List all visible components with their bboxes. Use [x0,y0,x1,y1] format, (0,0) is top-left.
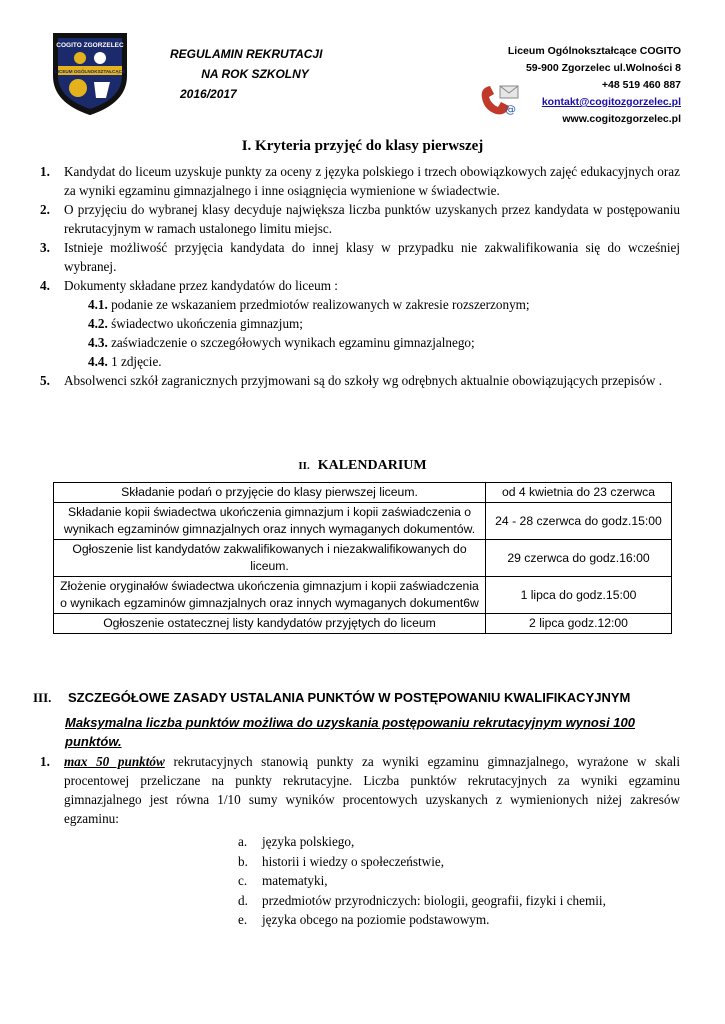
email-link[interactable]: kontakt@cogitozgorzelec.pl [541,96,681,108]
table-row: Złożenie oryginałów świadectwa ukończenia gimnazjum i kopii zaświadczenia o wynikach egzaminów gimnazjalnych oraz innych wymaganych dokument6w 1 lipca do godz.15:00 [54,577,672,614]
svg-text:COGITO ZGORZELEC: COGITO ZGORZELEC [56,42,124,49]
criteria-list [40,162,680,390]
table-row: Ogłoszenie list kandydatów zakwalifikowanych i niezakwalifikowanych do liceum. 29 czerwca do godz.16:00 [54,540,672,577]
list-item: 5. Absolwenci szkół zagranicznych przyjmowani są do szkoły wg odrębnych aktualnie obowiązujących przepisów . [40,373,663,388]
list-item: 4. Dokumenty składane przez kandydatów do liceum : 4.1. podanie ze wskazaniem przedmiotów realizowanych w zakresie rozszerzonym; 4.2. świadectwo ukończenia gimnazjum; 4.3. zaświadczenie o szczegółowych wynikach egzaminu gimnazjalnego; 4.4. 1 zdjęcie. [40,276,680,371]
website: www.cogitozgorzelec.pl [562,113,681,125]
list-item: c. matematyki, [238,873,328,888]
title-line-1: REGULAMIN REKRUTACJI [170,47,323,61]
section-3-title: III. SZCZEGÓŁOWE ZASADY USTALANIA PUNKTÓW W POSTĘPOWANIU KWALIFIKACYJNYM [33,690,631,705]
sub-item: 4.1. podanie ze wskazaniem przedmiotów realizowanych w zakresie rozszerzonym; [88,297,530,312]
list-item: 3. Istnieje możliwość przyjęcia kandydata do innej klasy w przypadku nie zakwalifikowania się do wcześniej wybranej. [40,240,680,274]
table-row: Ogłoszenie ostatecznej listy kandydatów przyjętych do liceum 2 lipca godz.12:00 [54,614,672,634]
table-row: Składanie kopii świadectwa ukończenia gimnazjum i kopii zaświadczenia o wynikach egzaminów gimnazjalnych oraz innych wymaganych dokumentów. 24 - 28 czerwca do godz.15:00 [54,503,672,540]
section-1-title: I. Kryteria przyjęć do klasy pierwszej [241,138,484,154]
svg-text:@: @ [505,103,516,116]
sub-item: 4.2. świadectwo ukończenia gimnazjum; [88,316,303,331]
sub-item: 4.4. 1 zdjęcie. [88,354,162,369]
list-item: e. języka obcego na poziomie podstawowym. [238,912,490,927]
phone-number: +48 519 460 887 [601,79,681,91]
list-item: d. przedmiotów przyrodniczych: biologii, geografii, fizyki i chemii, [238,892,606,908]
table-row: Składanie podań o przyjęcie do klasy pierwszej liceum. od 4 kwietnia do 23 czerwca [54,483,672,503]
title-line-2: NA ROK SZKOLNY [201,67,309,81]
document-title [160,44,350,104]
school-logo [50,30,130,116]
svg-text:LICEUM OGÓLNOKSZTAŁCĄCE: LICEUM OGÓLNOKSZTAŁCĄCE [54,69,126,74]
title-line-3: 2016/2017 [180,87,237,101]
max-points-emphasis: max 50 punktów [64,754,165,769]
list-item: b. historii i wiedzy o społeczeństwie, [238,853,445,869]
list-item: a. języka polskiego, [238,834,355,849]
points-paragraph: 1. max 50 punktów rekrutacyjnych stanowią punkty za wyniki egzaminu gimnazjalnego, wyrażone w skali procentowej przeliczane na punkty rekrutacyjne. Liczba punktów rekrutacyjnych za wyniki egzaminu gimnazjalnego jest równa 1/10 sumy wyników procentowych uzyskanych z wymienionych niżej zakresów egzaminu: [40,754,680,826]
school-name: Liceum Ogólnokształcące COGITO [507,45,681,57]
school-address: 59-900 Zgorzelec ul.Wolności 8 [525,62,681,74]
contact-block [508,43,681,128]
sub-item: 4.3. zaświadczenie o szczegółowych wynikach egzaminu gimnazjalnego; [88,335,475,350]
subjects-list [238,832,606,930]
calendar-table [53,482,672,634]
section-2-title: II. KALENDARIUM [298,458,427,473]
list-item: 2. O przyjęciu do wybranej klasy decyduje największa liczba punktów uzyskanych przez kandydata w postępowaniu rekrutacyjnym w ramach ustalonego limitu miejsc. [40,202,680,236]
section-3-subtitle: Maksymalna liczba punktów możliwa do uzyskania postępowaniu rekrutacyjnym wynosi 100 punktów. [65,715,636,749]
list-item: 1. Kandydat do liceum uzyskuje punkty za oceny z języka polskiego i trzech obowiązkowych zajęć edukacyjnych oraz za wyniki egzaminu gimnazjalnego i inne osiągnięcia wymienione w świadectwie. [40,164,680,198]
